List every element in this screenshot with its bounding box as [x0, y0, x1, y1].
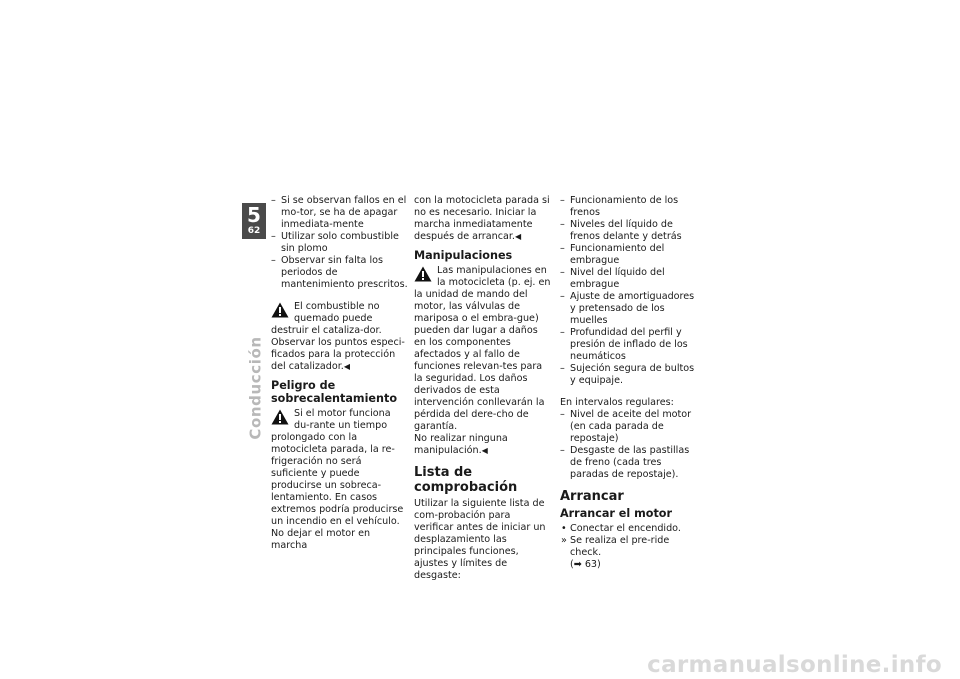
list-item: – Nivel del líquido del embrague: [560, 267, 700, 291]
start-results: [560, 535, 700, 571]
page-number: 62: [247, 226, 261, 236]
end-mark: ◀: [343, 362, 350, 371]
warning-overheating: [271, 408, 409, 552]
intervals-label: En intervalos regulares:: [560, 397, 674, 408]
warning-text: El combustible no quemado puede destruir el cataliza-dor.: [271, 301, 382, 336]
list-item: – Niveles del líquido de frenos delante y detrás: [560, 219, 700, 243]
list-item: • Conectar el encendido.: [560, 523, 700, 535]
checklist-intro: Utilizar la siguiente lista de com-probación para verificar antes de iniciar un desplazamiento las principales funciones, ajustes y límites de desgaste:: [414, 498, 546, 581]
list-item: – Si se observan fallos en el mo-tor, se ha de apagar inmediata-mente: [271, 195, 409, 231]
warning-text-extra: No realizar ninguna manipulación.: [414, 433, 508, 456]
column-2: [414, 195, 551, 582]
warning-catalyst: [271, 301, 409, 373]
list-item: – Utilizar solo combustible sin plomo: [271, 231, 409, 255]
list-item: – Desgaste de las pastillas de freno (cada tres paradas de repostaje).: [560, 445, 700, 481]
warning-text: Si el motor funciona du-rante un tiempo prolongado con la motocicleta parada, la re-frigeración no será suficiente y puede producirse un sobreca-lentamiento. En casos extremos podría producirse un incendio en el vehículo.: [271, 408, 404, 527]
list-item: – Funcionamiento de los frenos: [560, 195, 700, 219]
chapter-number: 5: [247, 203, 261, 227]
warning-manipulations: [414, 265, 551, 457]
chapter-side-title: Conducción: [247, 336, 266, 440]
list-item: [560, 535, 700, 571]
checklist: [560, 195, 700, 387]
start-steps: [560, 523, 700, 535]
end-mark: ◀: [481, 446, 488, 455]
section-title-overheating: Peligro de sobrecalentamiento: [271, 379, 398, 405]
warning-text: Las manipulaciones en la motocicleta (p. ej. en la unidad de mando del motor, las válvulas de mariposa o el embra-gue) pueden dar lugar a daños en los componentes afectados y al fallo de funciones relevan-tes para la seguridad. Los daños derivados de esta intervención conllevarán la pérdida del dere-cho de garantía.: [414, 265, 551, 432]
list-item: – Ajuste de amortiguadores y pretensado de los muelles: [560, 291, 700, 327]
warning-text-extra: No dejar el motor en marcha: [271, 528, 371, 551]
warning-triangle-icon: [414, 266, 432, 282]
watermark: carmanualsonline.info: [647, 652, 942, 678]
section-title-checklist: Lista de comprobación: [414, 465, 518, 495]
list-item: – Sujeción segura de bultos y equipaje.: [560, 363, 700, 387]
result-text: Se realiza el pre-ride check.: [570, 535, 670, 558]
continued-text: con la motocicleta parada si no es necesario. Iniciar la marcha inmediatamente después de arrancar.: [414, 195, 550, 242]
list-item: – Nivel de aceite del motor (en cada parada de repostaje): [560, 409, 700, 445]
warning-triangle-icon: [271, 409, 289, 425]
subsection-title-start-engine: Arrancar el motor: [560, 507, 673, 520]
chapter-tab: [242, 203, 266, 239]
warning-text-extra: Observar los puntos especi-ficados para la protección del catalizador.: [271, 337, 405, 372]
list-item: – Funcionamiento del embrague: [560, 243, 700, 267]
end-mark: ◀: [514, 232, 522, 241]
column-1: [271, 195, 409, 552]
engine-notes-list: [271, 195, 409, 291]
page-reference-link[interactable]: (➡ 63): [570, 559, 601, 570]
list-item: – Profundidad del perfil y presión de inflado de los neumáticos: [560, 327, 700, 363]
section-title-start: Arrancar: [560, 489, 624, 504]
warning-triangle-icon: [271, 302, 289, 318]
interval-list: [560, 409, 700, 481]
column-3: [560, 195, 700, 571]
list-item: – Observar sin falta los periodos de mantenimiento prescritos.: [271, 255, 409, 291]
section-title-manipulations: Manipulaciones: [414, 249, 513, 262]
